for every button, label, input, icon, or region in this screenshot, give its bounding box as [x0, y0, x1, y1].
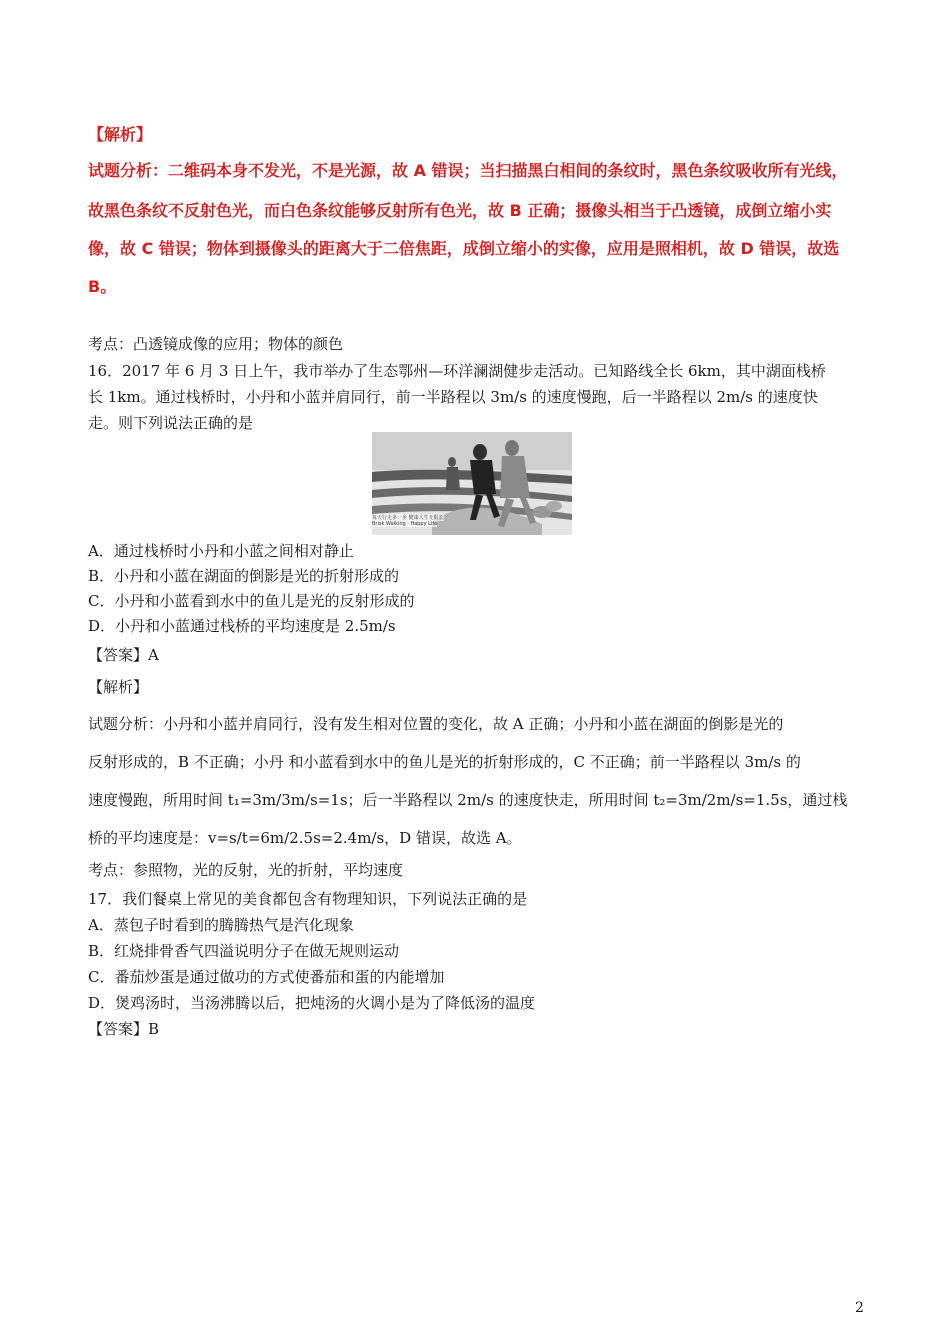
q16-stem-line: 长 1km。通过栈桥时，小丹和小蓝并肩同行，前一半路程以 3m/s 的速度慢跑，后一半路程以 2m/s 的速度快	[88, 388, 818, 406]
q17-answer: 【答案】B	[88, 1020, 160, 1038]
kaodian-16: 考点：参照物，光的反射，光的折射，平均速度	[88, 861, 404, 879]
photo-caption-line: 每天行走多一步 健康人生无限长	[372, 515, 444, 521]
q16-option-a: A．通过栈桥时小丹和小蓝之间相对静止	[88, 542, 354, 560]
q16-analysis-line: 速度慢跑，所用时间 t₁=3m/3m/s=1s；后一半路程以 2m/s 的速度快走，所用时间 t₂=3m/2m/s=1.5s，通过栈	[88, 791, 848, 809]
q16-stem-line: 走。则下列说法正确的是	[88, 414, 254, 432]
q16-analysis-line: 桥的平均速度是：v=s/t=6m/2.5s=2.4m/s，D 错误，故选 A。	[88, 829, 522, 847]
analysis-line: 故黑色条纹不反射色光，而白色条纹能够反射所有色光，故 B 正确；摄像头相当于凸透镜，成倒立缩小实	[88, 201, 832, 220]
q17-option-a: A．蒸包子时看到的腾腾热气是汽化现象	[88, 916, 354, 934]
analysis-line: 像，故 C 错误；物体到摄像头的距离大于二倍焦距，成倒立缩小的实像，应用是照相机，故 D 错误，故选	[88, 239, 840, 258]
q17-option-d: D．煲鸡汤时，当汤沸腾以后，把炖汤的火调小是为了降低汤的温度	[88, 994, 536, 1012]
q16-analysis-heading: 【解析】	[88, 678, 149, 696]
q17-stem: 17．我们餐桌上常见的美食都包含有物理知识，下列说法正确的是	[88, 890, 528, 908]
page-number: 2	[855, 1300, 864, 1316]
kaodian-15: 考点：凸透镜成像的应用；物体的颜色	[88, 335, 344, 353]
q16-analysis-line: 试题分析：小丹和小蓝并肩同行，没有发生相对位置的变化，故 A 正确；小丹和小蓝在湖面的倒影是光的	[88, 715, 784, 733]
q16-answer: 【答案】A	[88, 646, 159, 664]
analysis-line: 试题分析：二维码本身不发光，不是光源，故 A 错误；当扫描黑白相间的条纹时，黑色条纹吸收所有光线，	[88, 161, 848, 180]
q17-option-c: C．番茄炒蛋是通过做功的方式使番茄和蛋的内能增加	[88, 968, 445, 986]
photo-caption-line: Brisk Walking · Happy Life	[372, 521, 438, 527]
q17-option-b: B．红烧排骨香气四溢说明分子在做无规则运动	[88, 942, 400, 960]
q16-analysis-line: 反射形成的，B 不正确；小丹 和小蓝看到水中的鱼儿是光的折射形成的，C 不正确；前一半路程以 3m/s 的	[88, 753, 801, 771]
analysis-heading: 【解析】	[88, 125, 153, 144]
q16-stem-line: 16．2017 年 6 月 3 日上午，我市举办了生态鄂州—环洋澜湖健步走活动。已知路线全长 6km，其中湖面栈桥	[88, 362, 826, 380]
walking-photo	[372, 432, 572, 535]
q16-option-c: C．小丹和小蓝看到水中的鱼儿是光的反射形成的	[88, 592, 415, 610]
q16-option-d: D．小丹和小蓝通过栈桥的平均速度是 2.5m/s	[88, 617, 396, 635]
q16-option-b: B．小丹和小蓝在湖面的倒影是光的折射形成的	[88, 567, 400, 585]
analysis-line: B。	[88, 277, 117, 296]
